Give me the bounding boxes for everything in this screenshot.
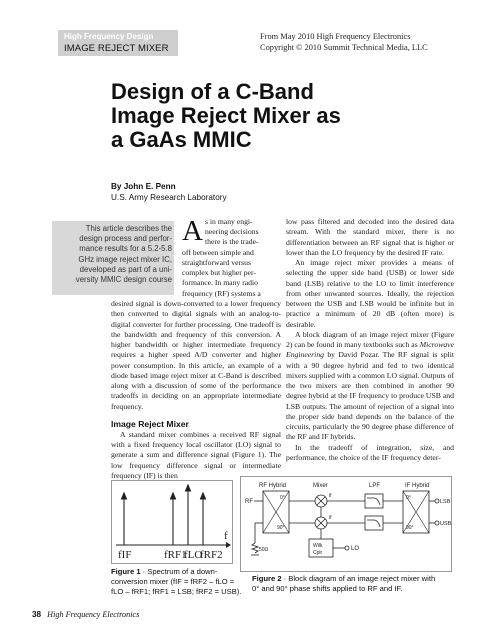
flo-label: fLO — [184, 549, 203, 561]
fif-label: fIF — [118, 549, 132, 561]
splitter-label: Cplr — [313, 550, 323, 556]
intro-line: neering decisions — [205, 227, 259, 236]
intro-line: complex but higher per- — [182, 268, 256, 277]
paragraph: An image reject mixer provides a means of selecting the upper side band (USB) or lower side band (LSB) relative to the LO to limit interference from other unwanted sources. Ideally, the rejection between the USB and LSB would be infinite but in practice a minimum of 20 dB (often more) is desirable. — [286, 258, 454, 329]
if-label-b: if — [329, 515, 332, 521]
lo-label: LO — [351, 546, 360, 552]
if-0deg-label: 0° — [406, 495, 411, 501]
source-line-1: From May 2010 High Frequency Electronics — [260, 32, 411, 41]
paragraph: low pass filtered and decoded into the desired data stream. With the standard mixer, there is no differentiation between an RF signal that is higher or lower than the LO frequency by the desired IF rate. — [286, 217, 454, 257]
lsb-port-icon — [435, 499, 439, 503]
caption-text: 0° and 90° phase shifts applied to RF and IF. — [252, 584, 403, 593]
rf-input-label: RF — [245, 499, 253, 505]
title-line-1: Design of a C-Band — [111, 79, 314, 104]
usb-label: USB — [440, 521, 451, 527]
intro-line: off between simple and — [182, 248, 254, 257]
lo-port-icon — [345, 546, 349, 550]
f-axis-label: f — [224, 530, 228, 542]
usb-port-icon — [435, 521, 439, 525]
figure-1 — [111, 480, 233, 564]
rf-90deg-label: 90° — [277, 525, 285, 531]
abstract-line: GHz image reject mixer IC, — [78, 254, 172, 264]
author-name: By John E. Penn — [111, 182, 176, 191]
rf-0deg-label: 0° — [280, 495, 285, 501]
paragraph — [286, 330, 454, 443]
section-heading: Image Reject Mixer — [111, 418, 189, 429]
caption-text: Block diagram of an image reject mixer with — [288, 574, 436, 583]
rf-hybrid-label: RF Hybrid — [259, 483, 287, 489]
abstract-line: mance results for a 5.2-5.8 — [79, 244, 172, 254]
title-line-3: a GaAs MMIC — [111, 127, 252, 152]
article-title — [111, 80, 431, 152]
section-tag-bottom: IMAGE REJECT MIXER — [64, 43, 169, 54]
source-line-2: Copyright © 2010 Summit Technical Media, LLC — [260, 43, 428, 52]
book-title: Microwave Engineering — [286, 340, 454, 360]
arrow-head-icon — [186, 485, 191, 491]
lpf-top-box — [365, 494, 383, 508]
intro-line: s in many engi- — [205, 217, 253, 226]
abstract-line: design process and perfor- — [79, 234, 172, 244]
lsb-label: LSB — [440, 499, 451, 505]
abstract-text — [52, 224, 172, 285]
abstract-line: This article describes the — [85, 224, 172, 233]
intro-line: frequency (RF) systems a — [182, 289, 261, 298]
lpf-label: LPF — [369, 483, 381, 489]
caption-number: Figure 1 — [111, 567, 141, 576]
text-span: A block diagram of an image reject mixer (Figure 2) can be found in many textbooks such as — [286, 329, 454, 349]
drop-cap: A — [182, 215, 203, 247]
caption-text: fLO – fRF1; fRF1 = LSB; fRF2 = USB). — [111, 587, 242, 596]
figure-2-caption: Figure 2 · Block diagram of an image reject mixer with 0° and 90° phase shifts applied to RF and IF. — [252, 574, 462, 594]
arrow-head-icon — [171, 493, 176, 499]
intro-line: there is the trade- — [205, 237, 259, 246]
author-affiliation: U.S. Army Research Laboratory — [111, 192, 227, 202]
frf1-label: fRF1 — [164, 549, 187, 561]
arrow-head-icon — [122, 493, 127, 499]
byline — [111, 182, 227, 203]
page-footer — [32, 610, 139, 619]
text-span: by David Pozar. The RF signal is split with a 90 degree hybrid and fed to two identical mixers supplied with a common LO signal. Outputs of the two mixers are then combined in another 90 degree hybrid at the IF frequency to produce USB and LSB outputs. The amount of rejection of a signal into the proper side band depends on the balance of the circuits, particularly the 90 degree phase difference of the RF and IF hybrids. — [286, 350, 454, 442]
right-column — [286, 217, 454, 463]
spectrum-diagram — [112, 481, 232, 563]
if-label-a: if — [329, 493, 332, 499]
section-tag-top: High Frequency Design — [64, 32, 154, 41]
source-note — [260, 31, 428, 53]
caption-text: conversion mixer (fIF = fRF2 – fLO = — [111, 577, 235, 586]
splitter-label: Wilk — [313, 543, 323, 549]
abstract-line: developed as part of a uni- — [79, 264, 172, 274]
if-90deg-label: 90° — [406, 525, 414, 531]
caption-text: Spectrum of a down- — [147, 567, 218, 576]
section-tag — [58, 30, 178, 56]
paragraph: A standard mixer combines a received RF signal with a fixed frequency local oscillator (LO) signal to generate a sum and difference signal (Figure 1). The low frequency difference signal or intermediate frequency (IF) is then — [111, 429, 281, 480]
paragraph: In the tradeoff of integration, size, and performance, the choice of the IF frequency deter- — [286, 442, 454, 462]
abstract-box — [52, 221, 174, 295]
publication-name: High Frequency Electronics — [47, 610, 140, 619]
resistor-icon — [252, 543, 258, 553]
abstract-line: versity MMIC design course — [75, 275, 172, 285]
intro-line: straightforward versus — [182, 258, 251, 267]
if-hybrid-label: IF Hybrid — [405, 483, 430, 489]
arrow-head-icon — [201, 493, 206, 499]
block-diagram — [241, 477, 451, 571]
caption-number: Figure 2 — [252, 574, 282, 583]
termination-label: 50Ω — [259, 547, 269, 553]
intro-line: formance. In many radio — [182, 278, 258, 287]
paragraph: desired signal is down-converted to a lower frequency then converted to digital signals with an analog-to-digital converter for further processing. One tradeoff is the bandwidth and frequency of this conversion. A higher bandwidth or higher intermediate frequency requires a higher speed A/D converter and higher power consumption. In this article, an example of a diode based image reject mixer at C-Band is described along with a discussion of some of the performance tradeoffs in deciding on an appropriate intermediate frequency. — [111, 299, 281, 411]
frf2-label: fRF2 — [200, 549, 223, 561]
axis-arrow-icon — [226, 542, 231, 548]
page-number: 38 — [32, 610, 42, 619]
left-column — [111, 299, 281, 481]
figure-2 — [240, 476, 452, 572]
title-line-2: Image Reject Mixer as — [111, 103, 341, 128]
mixer-label: Mixer — [313, 483, 328, 489]
figure-1-caption: Figure 1 · Spectrum of a down- conversion mixer (fIF = fRF2 – fLO = fLO – fRF1; fRF1 = LSB; fRF2 = USB). — [111, 567, 246, 597]
lpf-bottom-box — [365, 516, 383, 530]
